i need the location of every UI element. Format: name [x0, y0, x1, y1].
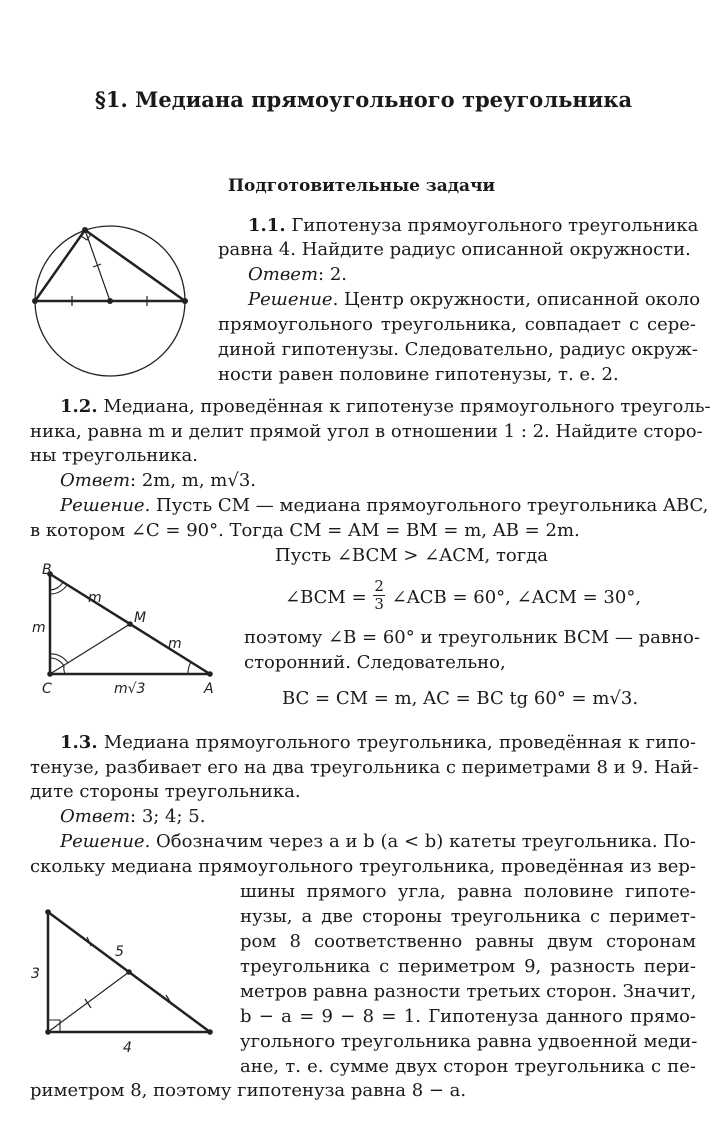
answer-label: Ответ [60, 470, 131, 491]
p13-solution-5: ром 8 соответственно равны двум сторонам [240, 931, 696, 952]
p13-solution-8: b − a = 9 − 8 = 1. Гипотенуза данного прямо- [240, 1006, 696, 1027]
p13-solution-1 [60, 830, 696, 854]
fraction [373, 578, 385, 613]
solution-label: Решение [248, 289, 333, 310]
p13-solution-3: шины прямого угла, равна половине гипоте- [240, 881, 696, 902]
label-c: C [42, 681, 52, 697]
subsection-title: Подготовительные задачи [228, 176, 496, 196]
p13-solution-10: ане, т. е. сумме двух сторон треугольника с пе- [240, 1056, 696, 1077]
p12-text-2: ника, равна m и делит прямой угол в отношении 1 : 2. Найдите сторо- [30, 421, 703, 442]
formula-rhs: ∠ACB = 60°, ∠ACM = 30°, [391, 587, 642, 608]
label-side-m-left: m [32, 620, 46, 636]
label-median-5: 5 [115, 944, 124, 960]
p12-solution-4: поэтому ∠B = 60° и треугольник BCM — равно- [244, 627, 700, 648]
solution-text: . Центр окружности, описанной около [332, 289, 701, 310]
p12-number: 1.2. [60, 396, 98, 417]
p11-line-1 [248, 214, 699, 238]
p12-solution-5: сторонний. Следовательно, [244, 652, 506, 673]
answer-label: Ответ [60, 806, 131, 827]
p11-text-2: равна 4. Найдите радиус описанной окружности. [218, 239, 691, 260]
solution-label: Решение [60, 831, 145, 852]
fraction-denominator: 3 [374, 595, 384, 613]
p11-solution-2: прямоугольного треугольника, совпадает с сере- [218, 314, 696, 335]
p12-solution-1 [60, 494, 709, 518]
answer-value: : 2. [318, 264, 347, 285]
figure-triangle-345 [25, 900, 225, 1060]
section-title: §1. Медиана прямоугольного треугольника [94, 87, 633, 112]
p12-formula-1 [285, 578, 641, 620]
p13-text-2: тенузе, разбивает его на два треугольника с периметрами 8 и 9. Най- [30, 757, 699, 778]
p11-solution-1 [248, 288, 700, 312]
p13-solution-11: риметром 8, поэтому гипотенуза равна 8 − a. [30, 1080, 467, 1101]
p13-solution-7: метров равна разности третьих сторон. Значит, [240, 981, 697, 1002]
p13-text-1: Медиана прямоугольного треугольника, проведённая к гипо- [103, 732, 696, 753]
p13-text-3: дите стороны треугольника. [30, 781, 301, 802]
p13-solution-9: угольного треугольника равна удвоенной меди- [240, 1031, 698, 1052]
p12-text-1: Медиана, проведённая к гипотенузе прямоугольного треуголь- [103, 396, 711, 417]
p12-answer [60, 469, 256, 493]
p13-solution-2: скольку медиана прямоугольного треугольника, проведённая из вер- [30, 856, 696, 877]
label-m-point: M [134, 610, 147, 626]
fraction-numerator: 2 [374, 577, 384, 595]
p11-solution-3: диной гипотенузы. Следовательно, радиус окруж- [218, 339, 699, 360]
p12-solution-2: в котором ∠C = 90°. Тогда CM = AM = BM = m, AB = 2m. [30, 520, 580, 541]
label-leg-4: 4 [123, 1040, 132, 1056]
figure-circumscribed-circle [30, 222, 195, 377]
p13-solution-6: треугольника с периметром 9, разность пери- [240, 956, 696, 977]
p12-text-3: ны треугольника. [30, 445, 198, 466]
label-a: A [204, 681, 214, 697]
label-leg-3: 3 [31, 966, 40, 982]
p13-number: 1.3. [60, 732, 98, 753]
label-side-bottom: m√3 [114, 681, 146, 697]
label-side-m-lower: m [168, 636, 182, 652]
answer-value: : 2m, m, m√3. [130, 470, 257, 491]
solution-text: . Пусть CM — медиана прямоугольного треугольника ABC, [144, 495, 709, 516]
solution-text: . Обозначим через a и b (a < b) катеты треугольника. По- [144, 831, 696, 852]
formula-lhs: ∠BCM = [285, 587, 367, 608]
p13-answer [60, 805, 205, 829]
p12-formula-2: BC = CM = m, AC = BC tg 60° = m√3. [282, 688, 639, 709]
p11-text-1: Гипотенуза прямоугольного треугольника [291, 215, 699, 236]
answer-label: Ответ [248, 264, 319, 285]
solution-label: Решение [60, 495, 145, 516]
p12-solution-3: Пусть ∠BCM > ∠ACM, тогда [275, 545, 548, 566]
label-side-m-upper: m [88, 590, 102, 606]
answer-value: : 3; 4; 5. [130, 806, 206, 827]
p13-solution-4: нузы, а две стороны треугольника с перимет- [240, 906, 696, 927]
label-b: B [42, 562, 52, 578]
p13-line-1 [60, 731, 696, 755]
p12-line-1 [60, 395, 711, 419]
p11-solution-4: ности равен половине гипотенузы, т. е. 2. [218, 364, 619, 385]
p11-number: 1.1. [248, 215, 286, 236]
p11-answer [248, 263, 347, 287]
figure-triangle-bca [28, 560, 228, 700]
